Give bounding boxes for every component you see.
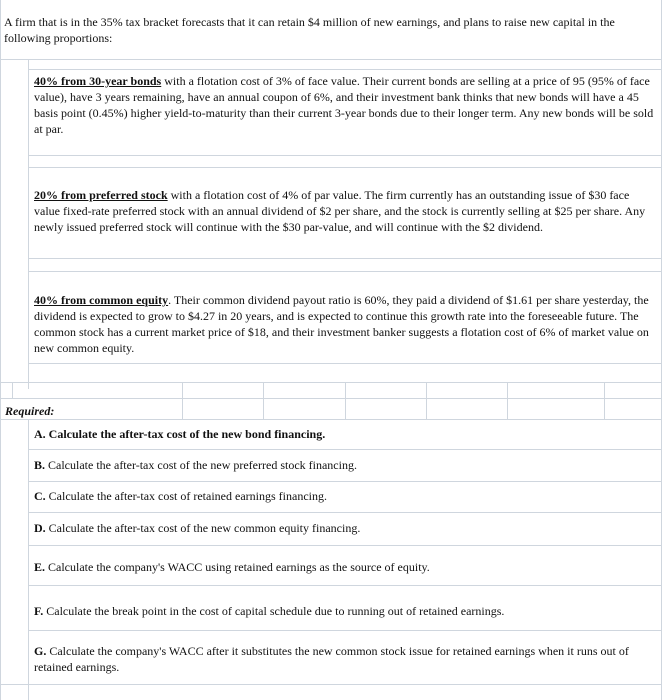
- item-letter: G.: [34, 644, 47, 658]
- grid-line: [0, 59, 662, 60]
- grid-line: [0, 398, 662, 399]
- grid-line: [28, 545, 662, 546]
- grid-line: [345, 382, 346, 419]
- item-text: Calculate the company's WACC using retained earnings as the source of equity.: [45, 560, 430, 574]
- common-lead: 40% from common equity: [34, 293, 169, 307]
- item-letter: C.: [34, 489, 46, 503]
- required-label: Required:: [5, 404, 55, 418]
- preferred-text: with a flotation cost of 4% of par value. The firm currently has an outstanding issue of $30 face value fixed-rate preferred stock with an annual dividend of $2 per share, and the stock is currently selling at $25 per share. Any newly issued preferred stock will continue with the $30 par-value, and will continue with the $2 dividend.: [34, 188, 646, 234]
- item-d: [34, 520, 654, 536]
- grid-line: [28, 419, 29, 700]
- grid-line: [12, 382, 13, 398]
- preferred-paragraph: [34, 187, 658, 235]
- grid-line: [28, 630, 662, 631]
- grid-line: [28, 69, 662, 70]
- bonds-lead: 40% from 30-year bonds: [34, 74, 162, 88]
- grid-line: [507, 382, 508, 419]
- item-letter: E.: [34, 560, 46, 574]
- grid-line: [28, 271, 662, 272]
- item-g: [34, 643, 654, 675]
- item-f: [34, 603, 654, 619]
- grid-line: [28, 512, 662, 513]
- common-paragraph: [34, 292, 658, 356]
- item-text: Calculate the after-tax cost of retained earnings financing.: [45, 489, 327, 503]
- item-letter: B.: [34, 458, 46, 472]
- common-text: . Their common dividend payout ratio is 60%, they paid a dividend of $1.61 per share yesterday, the dividend is expected to grow to $4.27 in 20 years, and is expected to continue this growth rate into the foreseeable future. The common stock has a current market price of $18, and their investment banker suggests a flotation cost of 6% of market value on new common equity.: [34, 293, 649, 355]
- preferred-lead: 20% from preferred stock: [34, 188, 168, 202]
- grid-line: [28, 585, 662, 586]
- grid-line: [28, 363, 662, 364]
- item-text: Calculate the after-tax cost of the new bond financing.: [45, 427, 326, 441]
- item-c: [34, 488, 654, 504]
- item-b: [34, 457, 654, 473]
- grid-line: [28, 167, 662, 168]
- item-e: [34, 559, 654, 575]
- grid-line: [0, 382, 662, 383]
- grid-line: [0, 0, 1, 700]
- grid-line: [28, 258, 662, 259]
- grid-line: [0, 684, 662, 685]
- bonds-text: with a flotation cost of 3% of face value. Their current bonds are selling at a price of 95 (95% of face value), have 3 years remaining, have an annual coupon of 6%, and their investment bank thinks that new bonds will have a 45 basis point (0.45%) higher yield-to-maturity than their current 3-year bonds due to their longer term. Any new bonds will be sold at par.: [34, 74, 654, 136]
- item-a: [34, 426, 654, 442]
- grid-line: [661, 0, 662, 700]
- grid-line: [28, 481, 662, 482]
- item-text: Calculate the company's WACC after it substitutes the new common stock issue for retained earnings when it runs out of retained earnings.: [34, 644, 629, 674]
- item-letter: D.: [34, 521, 46, 535]
- grid-line: [28, 155, 662, 156]
- grid-line: [28, 449, 662, 450]
- grid-line: [426, 382, 427, 419]
- grid-line: [28, 59, 29, 389]
- grid-line: [182, 382, 183, 419]
- grid-line: [0, 419, 662, 420]
- bonds-paragraph: [34, 73, 658, 137]
- grid-line: [604, 382, 605, 419]
- item-text: Calculate the break point in the cost of capital schedule due to running out of retained earnings.: [43, 604, 505, 618]
- item-text: Calculate the after-tax cost of the new preferred stock financing.: [45, 458, 357, 472]
- item-letter: F.: [34, 604, 44, 618]
- item-letter: A.: [34, 427, 46, 441]
- intro-text: A firm that is in the 35% tax bracket forecasts that it can retain $4 million of new earnings, and plans to raise new capital in the following proportions:: [4, 15, 615, 45]
- item-text: Calculate the after-tax cost of the new common equity financing.: [45, 521, 361, 535]
- grid-line: [263, 382, 264, 419]
